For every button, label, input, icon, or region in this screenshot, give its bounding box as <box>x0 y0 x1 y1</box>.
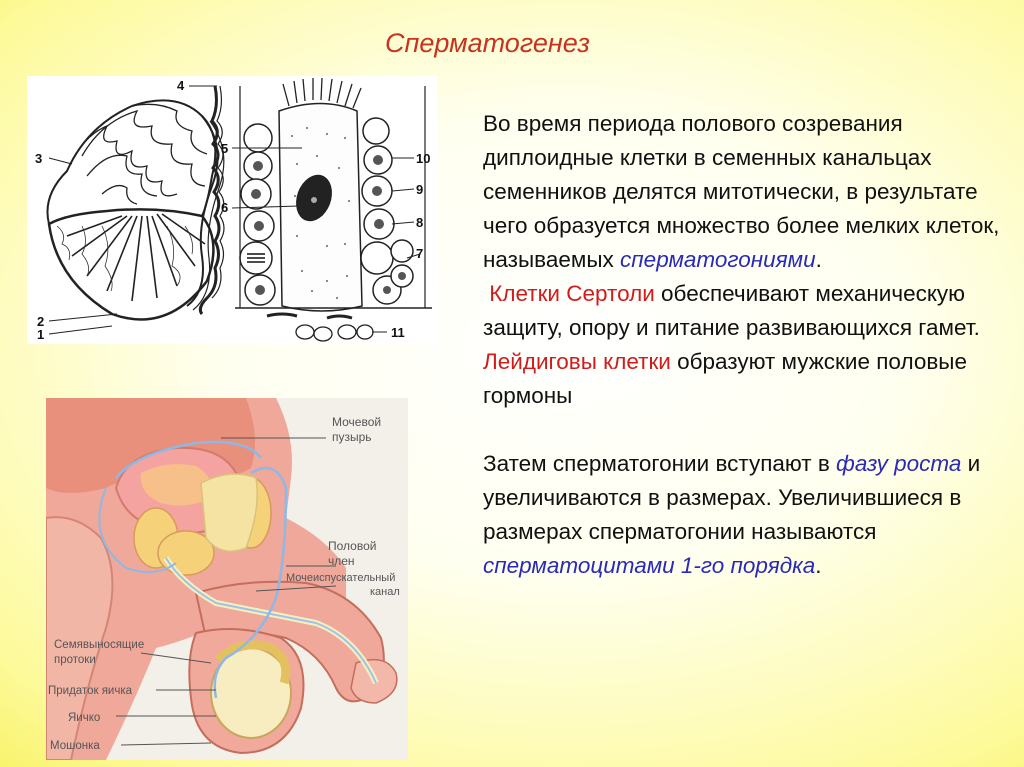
p1-text: Во время периода полового созревания диплоидные клетки в семенных канальцах семенников делятся митотически, в результате чего образуется множество более мелких клеток, называемых <box>483 111 1000 272</box>
term-spermatocytes: сперматоцитами 1-го порядка <box>483 553 816 578</box>
term-leydig-cells: Лейдиговы клетки <box>483 349 671 374</box>
testis-diagram-svg <box>27 76 437 344</box>
slide-body <box>483 107 1003 583</box>
label-penis-2: член <box>328 554 355 568</box>
label-3: 3 <box>35 151 43 166</box>
label-penis-1: Половой <box>328 539 377 553</box>
anatomy-diagram <box>46 398 408 760</box>
testis-diagram <box>27 76 437 344</box>
paragraph-spacer <box>483 413 1003 447</box>
label-6: 6 <box>221 200 229 215</box>
term-growth-phase: фазу роста <box>836 451 962 476</box>
term-sertoli-cells: Клетки Сертоли <box>489 281 655 306</box>
label-bladder-2: пузырь <box>332 430 372 444</box>
label-4: 4 <box>177 78 185 93</box>
p4-text1: Затем сперматогонии вступают в <box>483 451 837 476</box>
label-10: 10 <box>416 151 431 166</box>
paragraph-growth <box>483 447 1003 583</box>
paragraph-leydig <box>483 345 1003 413</box>
label-11: 11 <box>391 325 405 340</box>
label-5: 5 <box>221 141 229 156</box>
label-1: 1 <box>37 327 45 342</box>
label-scrotum: Мошонка <box>50 740 100 752</box>
label-urethra-1: Мочеиспускательный <box>286 572 396 584</box>
label-urethra-2: канал <box>370 586 400 598</box>
label-vas-2: протоки <box>54 654 96 666</box>
p1-end: . <box>815 247 822 272</box>
p3-text: образуют мужские половые гормоны <box>483 349 967 408</box>
paragraph-spermatogonia <box>483 107 1003 277</box>
term-spermatogonia: сперматогониями <box>620 247 816 272</box>
slide-title: Сперматогенез <box>385 28 590 58</box>
anatomy-diagram-svg <box>46 398 408 760</box>
label-7: 7 <box>416 246 424 261</box>
label-vas-1: Семявыносящие <box>54 639 145 651</box>
p2-text: обеспечивают механическую защиту, опору и питание развивающихся гамет. <box>483 281 980 340</box>
label-8: 8 <box>416 215 424 230</box>
p4-text2: и увеличиваются в размерах. Увеличившиеся в размерах сперматогонии называются <box>483 451 981 544</box>
label-2: 2 <box>37 314 45 329</box>
label-bladder-1: Мочевой <box>332 415 382 429</box>
label-epididymis: Придаток яичка <box>48 685 133 697</box>
label-9: 9 <box>416 182 424 197</box>
paragraph-sertoli <box>483 277 1003 345</box>
p4-end: . <box>815 553 822 578</box>
label-testis: Яичко <box>68 712 101 724</box>
